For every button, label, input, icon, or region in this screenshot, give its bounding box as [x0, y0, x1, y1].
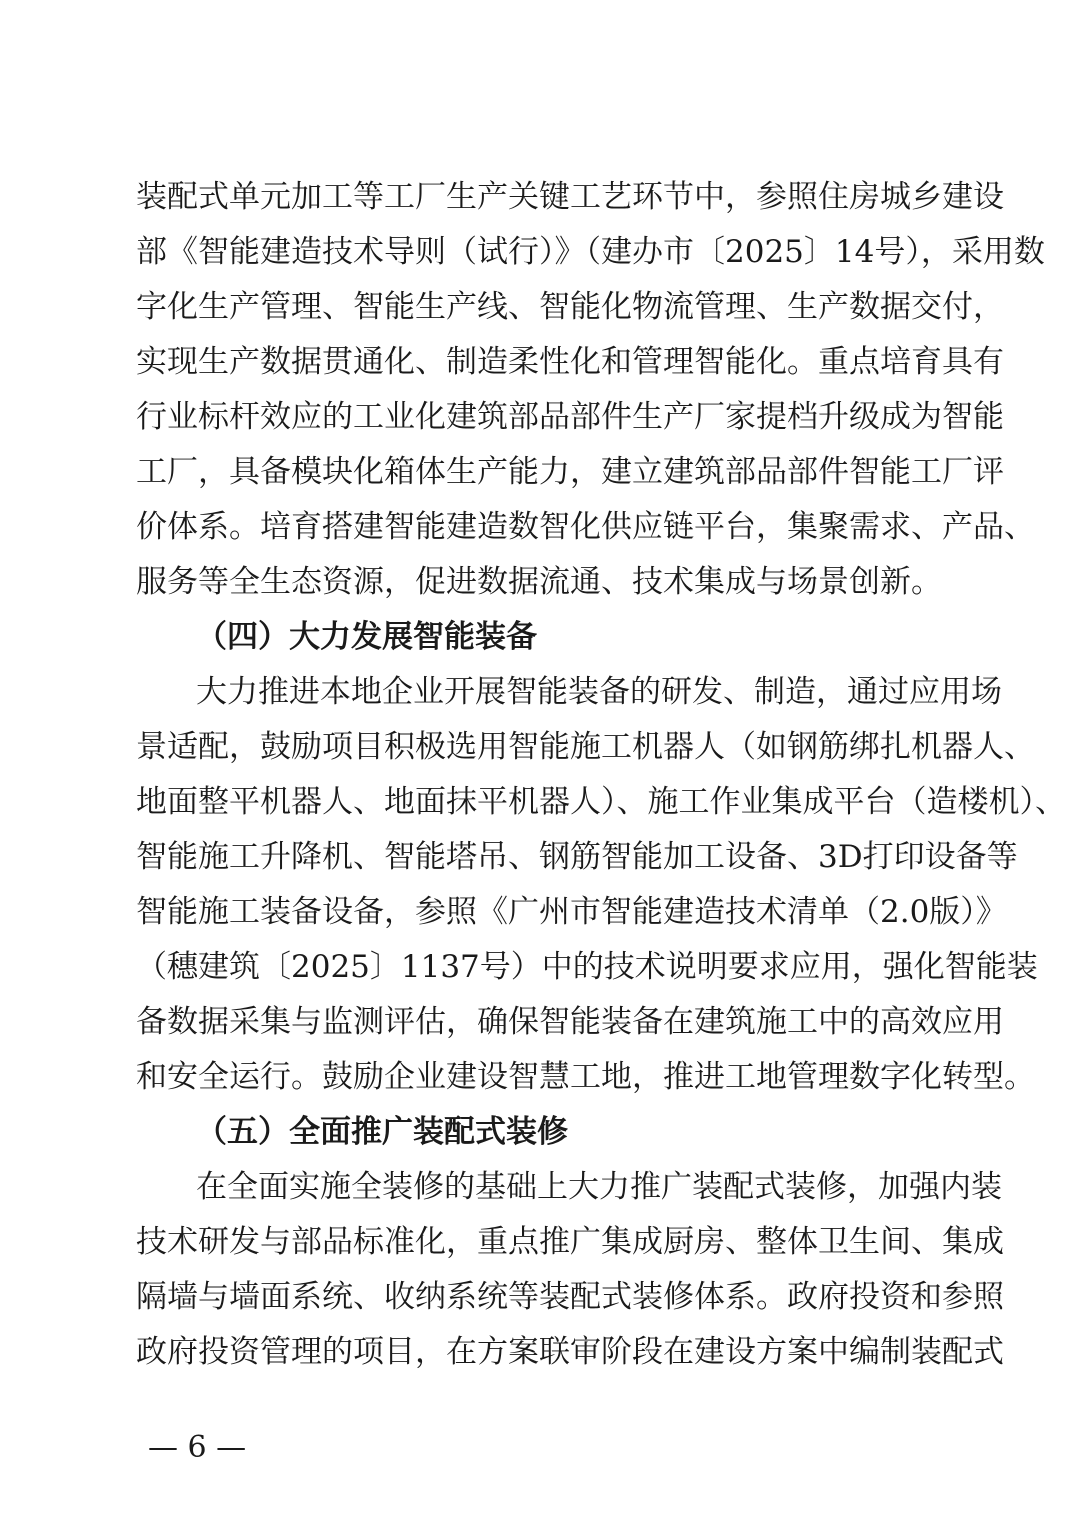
- paragraph-line: 智能施工升降机、智能塔吊、钢筋智能加工设备、3D打印设备等: [136, 839, 1018, 875]
- paragraph-line: 景适配，鼓励项目积极选用智能施工机器人（如钢筋绑扎机器人、: [136, 729, 1035, 765]
- paragraph-line: 工厂，具备模块化箱体生产能力，建立建筑部品部件智能工厂评: [136, 454, 1004, 490]
- paragraph-line: 地面整平机器人、地面抹平机器人）、施工作业集成平台（造楼机）、: [136, 784, 1066, 820]
- section-heading-4: （四）大力发展智能装备: [196, 619, 537, 655]
- paragraph-line: 政府投资管理的项目，在方案联审阶段在建设方案中编制装配式: [136, 1334, 1004, 1370]
- paragraph-line: 服务等全生态资源，促进数据流通、技术集成与场景创新。: [136, 564, 942, 600]
- page-number: — 6 —: [148, 1430, 247, 1465]
- paragraph-line: 智能施工装备设备，参照《广州市智能建造技术清单（2.0版）》: [136, 894, 1007, 930]
- paragraph-line: 和安全运行。鼓励企业建设智慧工地，推进工地管理数字化转型。: [136, 1059, 1035, 1095]
- paragraph-line: 技术研发与部品标准化，重点推广集成厨房、整体卫生间、集成: [136, 1224, 1004, 1260]
- paragraph-line: （穗建筑〔2025〕1137号）中的技术说明要求应用，强化智能装: [136, 949, 1038, 985]
- paragraph-line: 行业标杆效应的工业化建筑部品部件生产厂家提档升级成为智能: [136, 399, 1004, 435]
- paragraph-line: 在全面实施全装修的基础上大力推广装配式装修，加强内装: [196, 1169, 1002, 1205]
- paragraph-line: 实现生产数据贯通化、制造柔性化和管理智能化。重点培育具有: [136, 344, 1004, 380]
- paragraph-line: 部《智能建造技术导则（试行）》（建办市〔2025〕14号），采用数: [136, 234, 1045, 270]
- paragraph-line: 大力推进本地企业开展智能装备的研发、制造，通过应用场: [196, 674, 1002, 710]
- section-heading-5: （五）全面推广装配式装修: [196, 1114, 568, 1150]
- paragraph-line: 字化生产管理、智能生产线、智能化物流管理、生产数据交付，: [136, 289, 1004, 325]
- paragraph-line: 装配式单元加工等工厂生产关键工艺环节中，参照住房城乡建设: [136, 179, 1004, 215]
- paragraph-line: 价体系。培育搭建智能建造数智化供应链平台，集聚需求、产品、: [136, 509, 1035, 545]
- paragraph-line: 隔墙与墙面系统、收纳系统等装配式装修体系。政府投资和参照: [136, 1279, 1004, 1315]
- paragraph-line: 备数据采集与监测评估，确保智能装备在建筑施工中的高效应用: [136, 1004, 1004, 1040]
